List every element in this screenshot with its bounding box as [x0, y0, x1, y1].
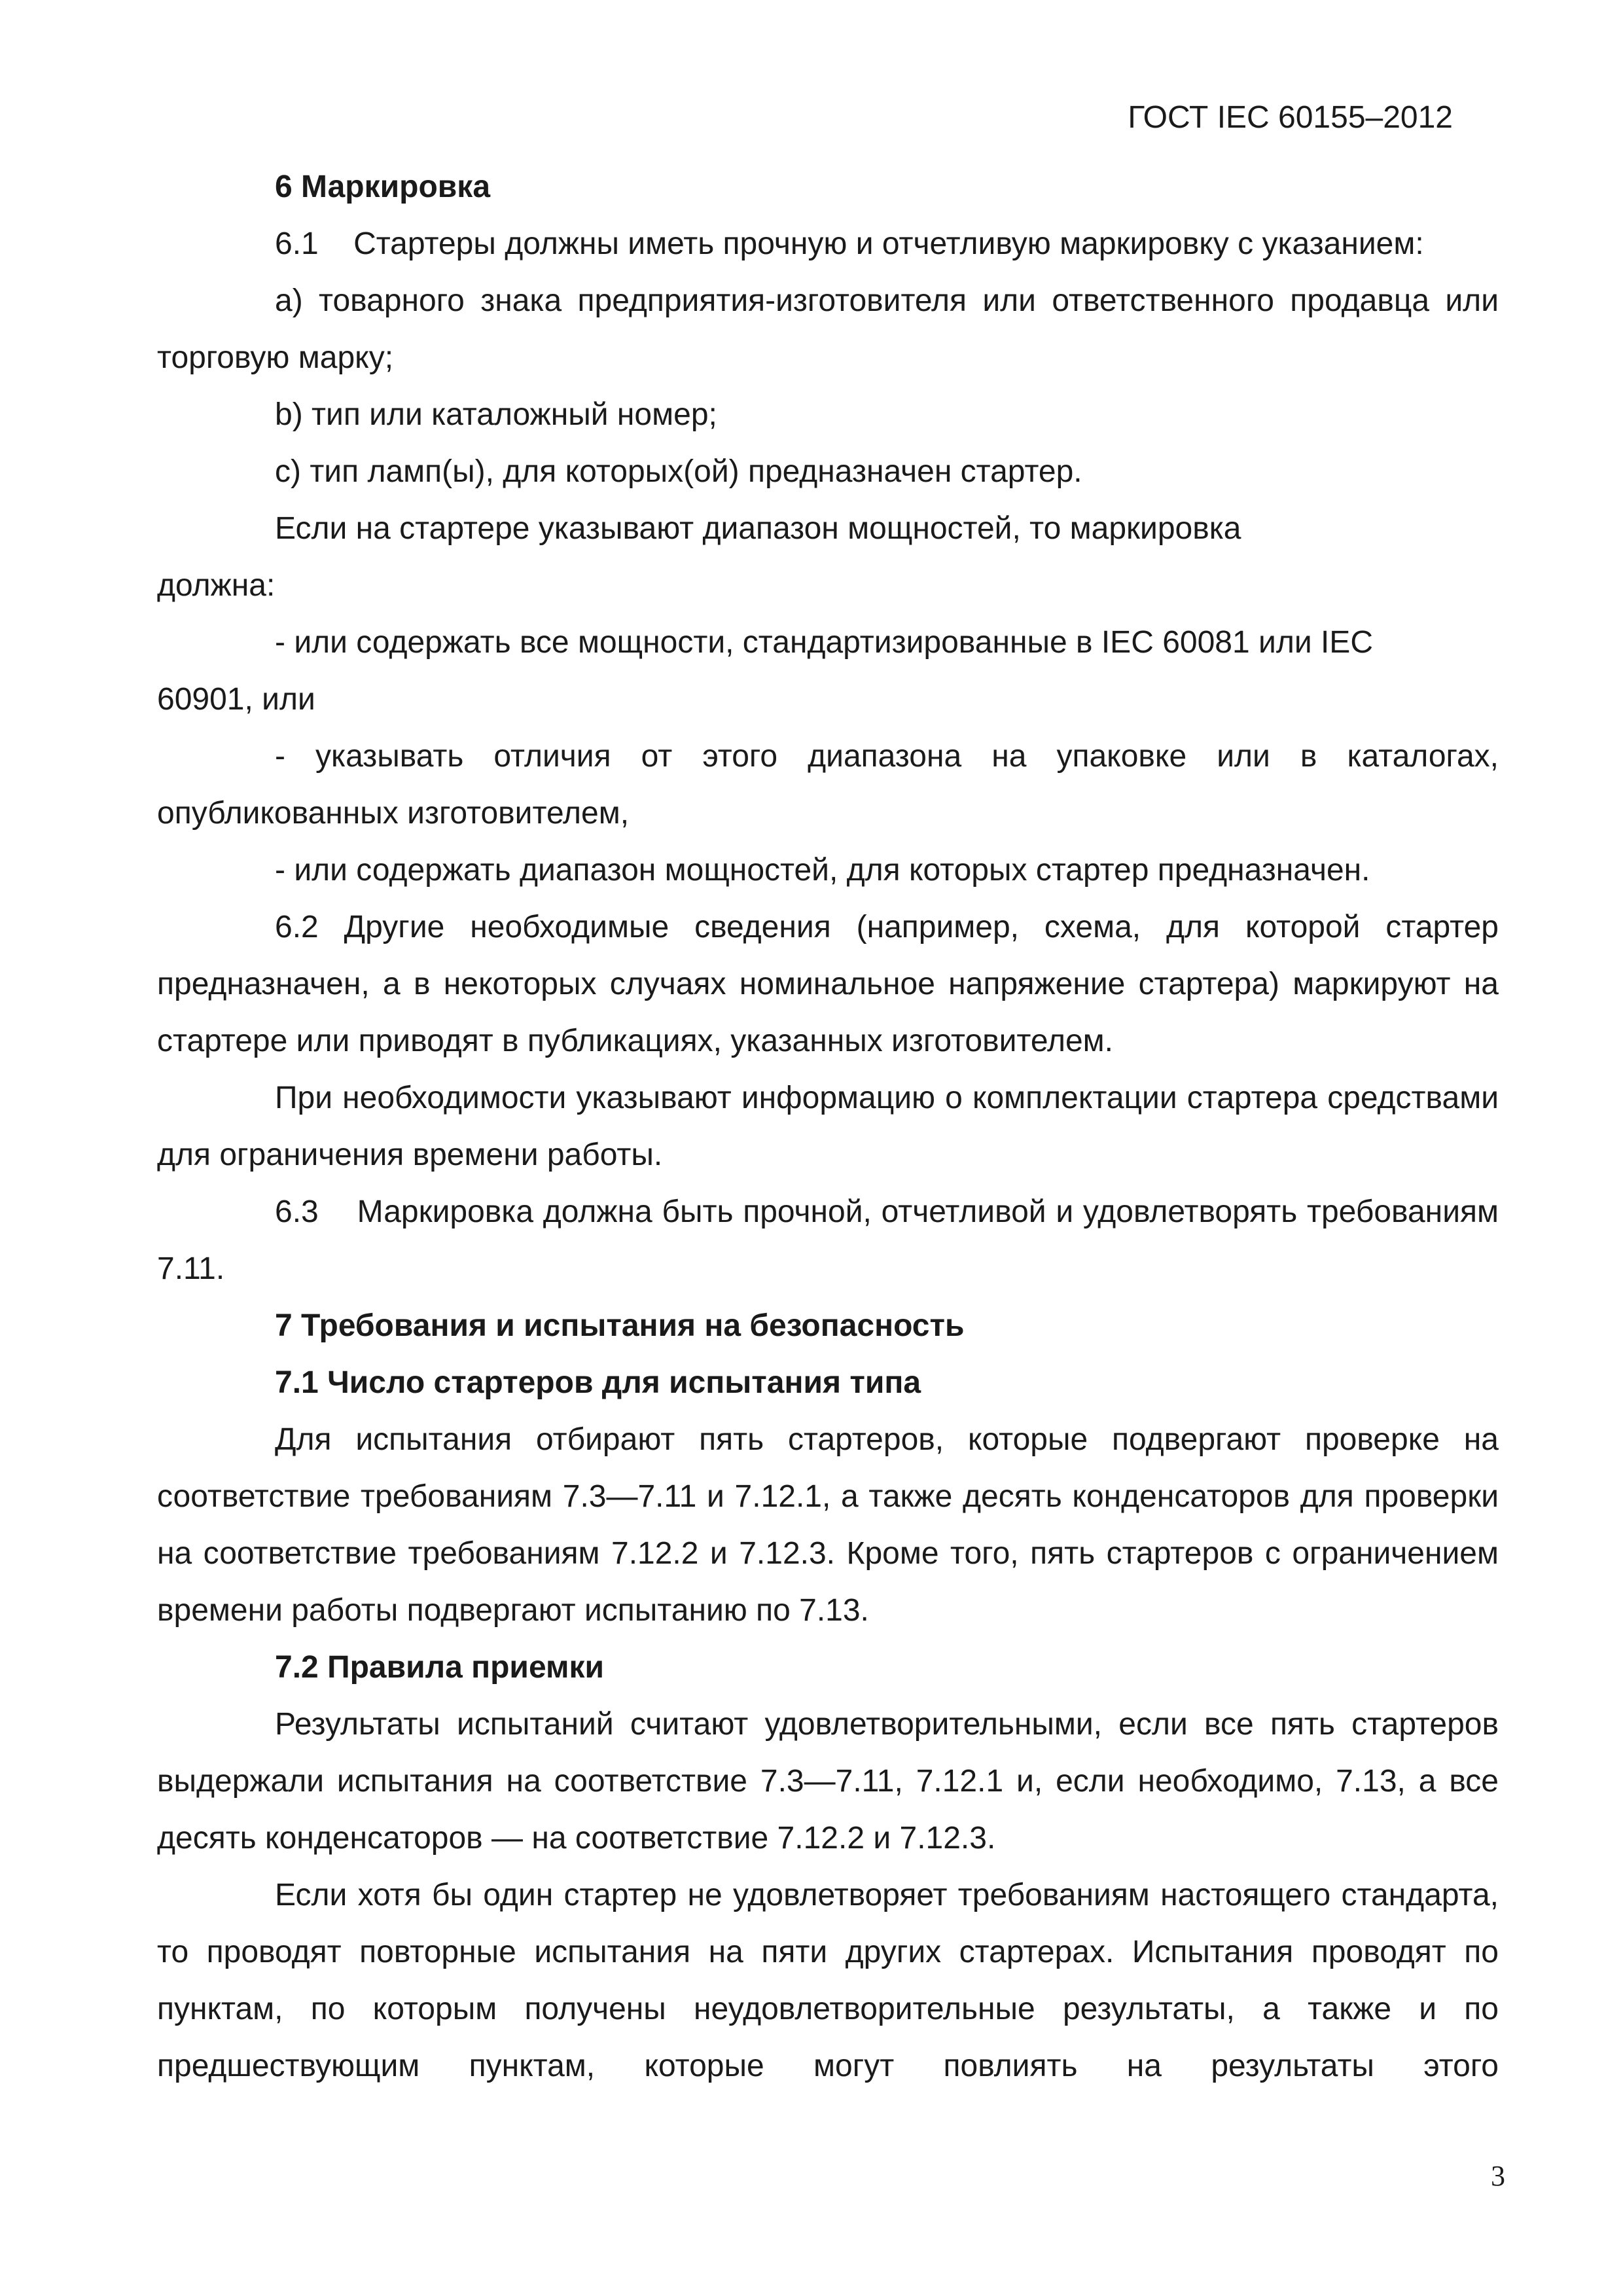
clause-6-1: 6.1 Стартеры должны иметь прочную и отчетливую маркировку с указанием:	[275, 226, 1424, 261]
power-range-intro: Если на стартере указывают диапазон мощностей, то маркировка должна:	[157, 511, 1241, 603]
section-7-heading: 7 Требования и испытания на безопасность	[275, 1308, 965, 1343]
list-item-c: c) тип ламп(ы), для которых(ой) предназначен стартер.	[275, 454, 1082, 489]
document-body	[157, 158, 1508, 2094]
clause-6-2: 6.2 Другие необходимые сведения (например, схема, для которой стартер предназначен, а в некоторых случаях номинальное напряжение стартера) маркируют на стартере или приводят в публикациях, указанных изготовителем.	[157, 910, 1499, 1058]
subsection-7-2-retest-text: Если хотя бы один стартер не удовлетворяет требованиям настоящего стандарта, то проводят повторные испытания на пяти других стартерах. Испытания проводят по пунктам, по которым получены неудовлетворительные результаты, а также и по предшествующим пунктам, которые могут повлиять на результаты этого	[157, 1878, 1499, 2083]
clause-6-3: 6.3 Маркировка должна быть прочной, отчетливой и удовлетворять требованиям 7.11.	[157, 1194, 1508, 1286]
clause-6-2-completion: При необходимости указывают информацию о комплектации стартера средствами для ограничения времени работы.	[157, 1081, 1499, 1172]
list-item-b: b) тип или каталожный номер;	[275, 397, 717, 432]
subsection-7-1-heading: 7.1 Число стартеров для испытания типа	[275, 1365, 921, 1400]
subsection-7-2-heading: 7.2 Правила приемки	[275, 1650, 605, 1685]
section-6-heading: 6 Маркировка	[275, 170, 491, 204]
subsection-7-2-text: Результаты испытаний считают удовлетворительными, если все пять стартеров выдержали испытания на соответствие 7.3—7.11, 7.12.1 и, если необходимо, 7.13, а все десять конденсаторов — на соответствие 7.12.2 и 7.12.3.	[157, 1707, 1499, 1856]
dash-item-3: - или содержать диапазон мощностей, для которых стартер предназначен.	[275, 853, 1370, 888]
dash-item-1: - или содержать все мощности, стандартизированные в IEC 60081 или IEC 60901, или	[157, 625, 1373, 717]
standard-header: ГОСТ IEC 60155–2012	[1128, 100, 1453, 135]
subsection-7-1-text: Для испытания отбирают пять стартеров, которые подвергают проверке на соответствие требованиям 7.3—7.11 и 7.12.1, а также десять конденсаторов для проверки на соответствие требованиям 7.12.2 и 7.12.3. Кроме того, пять стартеров с ограничением времени работы подвергают испытанию по 7.13.	[157, 1422, 1499, 1628]
dash-item-2: - указывать отличия от этого диапазона на упаковке или в каталогах, опубликованных изготовителем,	[157, 739, 1499, 831]
list-item-a: a) товарного знака предприятия-изготовителя или ответственного продавца или торговую марку;	[157, 283, 1499, 375]
page-number: 3	[1491, 2160, 1505, 2192]
